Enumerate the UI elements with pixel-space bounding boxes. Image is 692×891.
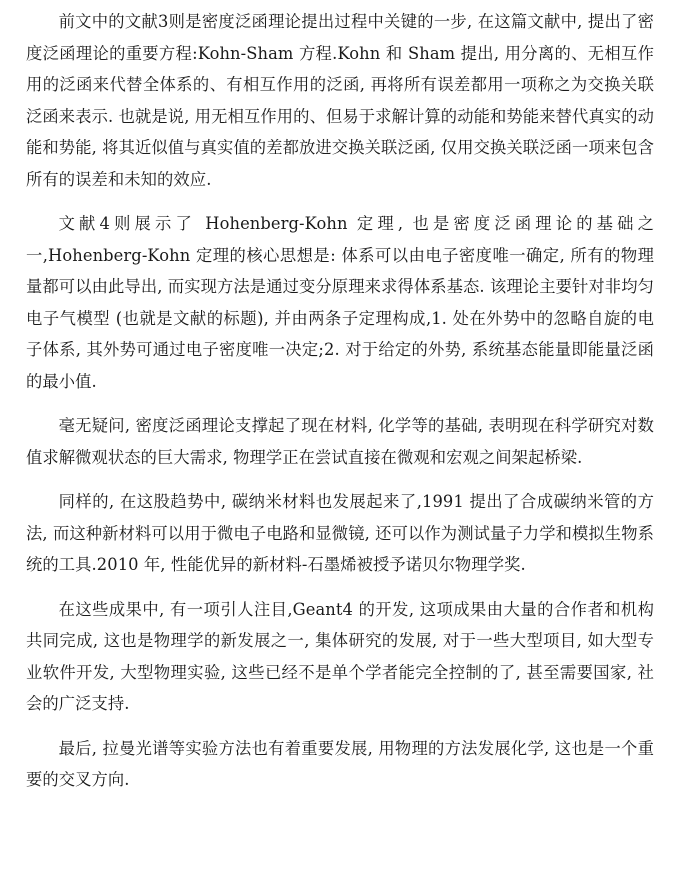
paragraph-dft-significance: 毫无疑问, 密度泛函理论支撑起了现在材料, 化学等的基础, 表明现在科学研究对数值求解微观状态的巨大需求, 物理学正在尝试直接在微观和宏观之间架起桥梁. — [26, 416, 654, 467]
paragraph-geant4: 在这些成果中, 有一项引人注目,Geant4 的开发, 这项成果由大量的合作者和机构共同完成, 这也是物理学的新发展之一, 集体研究的发展, 对于一些大型项目, 如大型专业软件开发, 大型物理实验, 这些已经不是单个学者能完全控制的了, 甚至需要国家, 社会的广泛支持. — [26, 599, 654, 713]
paragraph-carbon-nanomaterials: 同样的, 在这股趋势中, 碳纳米材料也发展起来了,1991 提出了合成碳纳米管的方法, 而这种新材料可以用于微电子电路和显微镜, 还可以作为测试量子力学和模拟生物系统的工具.2010 年, 性能优异的新材料-石墨烯被授予诺贝尔物理学奖. — [26, 492, 654, 574]
paragraph-raman-spectroscopy: 最后, 拉曼光谱等实验方法也有着重要发展, 用物理的方法发展化学, 这也是一个重要的交叉方向. — [26, 738, 654, 789]
paragraph-hohenberg-kohn: 文献4则展示了 Hohenberg-Kohn 定理, 也是密度泛函理论的基础之一,Hohenberg-Kohn 定理的核心思想是: 体系可以由电子密度唯一确定, 所有的物理量都可以由此导出, 而实现方法是通过变分原理来求得体系基态. 该理论主要针对非均匀电子气模型 (也就是文献的标题), 并由两条子定理构成,1. 处在外势中的忽略自旋的电子体系, 其外势可通过电子密度唯一决定;2. 对于给定的外势, 系统基态能量即能量泛函的最小值. — [26, 214, 654, 391]
paragraph-kohn-sham: 前文中的文献3则是密度泛函理论提出过程中关键的一步, 在这篇文献中, 提出了密度泛函理论的重要方程:Kohn-Sham 方程.Kohn 和 Sham 提出, 用分离的、无相互作用的泛函来代替全体系的、有相互作用的泛函, 再将所有误差都用一项称之为交换关联泛函来表示. 也就是说, 用无相互作用的、但易于求解计算的动能和势能来替代真实的动能和势能, 将其近似值与真实值的差都放进交换关联泛函, 仅用交换关联泛函一项来包含所有的误差和未知的效应. — [26, 12, 654, 189]
